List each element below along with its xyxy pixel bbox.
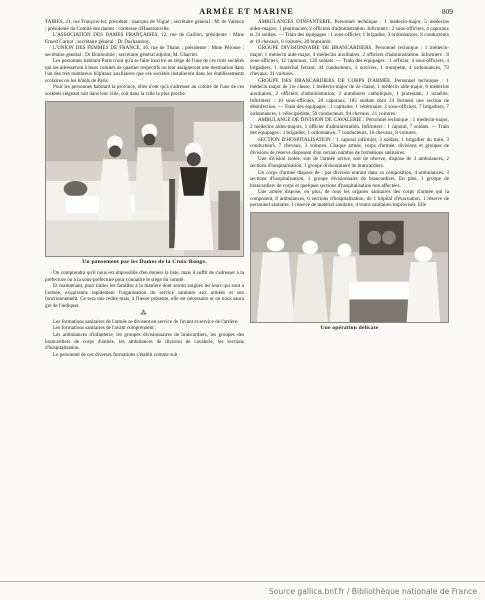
- page-header-title: ARMÉE ET MARINE: [199, 7, 294, 16]
- right-column: [250, 19, 449, 336]
- paragraph: L'ASSOCIATION DES DAMES FRANÇAISES, 12, rue de Gaillon, présidente : Mme Ernest Carnot ; secrétaire général : Dr Duchaussoy.: [45, 32, 244, 45]
- paragraph: Les formations sanitaires de l'avant comprennent :: [53, 325, 157, 332]
- paragraph: On comprendra qu'il nous est impossible d'en donner la liste, mais il suffit de s'adresser à la préfecture ou à la sous-préfecture pour connaître le siège du comité.: [45, 270, 244, 283]
- page-number: 809: [441, 7, 453, 16]
- photo-caption: Un pansement par les Dames de la Croix-Rouge.: [82, 258, 207, 265]
- paragraph: GROUPE DES BRANCARDIERS DE CORPS D'ARMÉE. Personnel technique : 1 médecin major de 1re classe, 1 médecin-major de 2e classe, 1 médecin aide-major, 6 médecins auxiliaires, 2 officiers d'administration, 2 aumôniers catholiques, 1 protestant, 1 israélite. Infirmiers : 10 sous-officiers, 20 caporaux, 185 soldats dont 24 forment une section de désinfection. — Train des équipages : 1 capitaine, 1 vétérinaire, 2 sous-officiers, 7 brigadiers, 7 ordonnances, 1 vélocipédiste, 56 conducteurs, 94 chevaux, 21 voitures.: [250, 77, 449, 117]
- paragraph: Les personnes habitant Paris n'ont qu'à se faire inscrire au siège de l'une de ces trois sociétés qui les adresseront à leurs comités de quartier respectifs ou leur assigneront une destination dans l'un des très nombreux hôpitaux auxiliaires que ces sociétés installeront dans les établissements scolaires ou les hôtels de Paris.: [45, 58, 244, 84]
- page-header: [40, 6, 453, 20]
- paragraph: Un corps d'armée dispose de : par division entrant dans sa composition, 4 ambulances, 3 sections d'hospitalisation, 1 groupe divisionnaire de brancardiers. En plus, 1 groupe de brancardiers de corps et quelques sections d'hospitalisation non affectées.: [250, 169, 449, 189]
- photo-illustration: [251, 213, 448, 322]
- paragraph: TAIRES, 21, rue François-Ier, président : marquis de Vogué ; secrétaire général : M. de Valence ; présidente du Comité des dames : comtesse d'Haussonville.: [45, 19, 244, 32]
- paragraph: AMBULANCES D'INFANTERIE. Personnel technique : 1 médecin-major, 5 médecins aides-majors, 1 pharmacien, 2 officiers d'administration. Infirmiers : 2 sous-officiers, 4 caporaux et 24 soldats. — Train des équipages : 1 sous-officier, 1 brigadier, 3 ordonnances, 8 conducteurs et 19 chevaux, 6 voitures, 20 brancards.: [250, 19, 449, 45]
- paragraph: Les formations sanitaires de l'armée se divisent en service de l'avant et service de l'arrière.: [53, 318, 239, 325]
- paragraph: SECTION D'HOSPITALISATION : 1 caporal infirmier, 3 soldats, 1 brigadier du train, 3 conducteurs, 7 chevaux, 3 voitures. Chaque armée, corps d'armée, divisions et groupes de divisions de réserve disposent d'un certain nombre de formations sanitaires.: [250, 136, 449, 156]
- photo-caption: Une opération délicate: [320, 324, 379, 331]
- paragraph: Une armée dispose, en plus, de tous les organes sanitaires des corps d'armée qui la composent, 8 ambulances, 6 sections d'hospitalisation, de 1 hôpital d'évacuation, 1 réserve de personnel sanitaire, 1 réserve de matériel sanitaire, 4 trains sanitaires improvisés. Elle: [250, 189, 449, 209]
- paragraph: Pour les personnes habitant la province, elles n'ont qu'à s'adresser au comité de l'une de ces sociétés siégeant soit dans leur ville, soit dans la ville la plus proche.: [45, 84, 244, 98]
- paragraph: L'UNION DES FEMMES DE FRANCE, 16, rue de Thann ; présidente : Mme Pérouse ; secrétaire général : Dr Bouloumié ; secrétaire général adjoint, M. Charrier.: [45, 45, 244, 58]
- left-column: [45, 19, 244, 358]
- source-credit: Source gallica.bnf.fr / Bibliothèque nationale de France: [268, 587, 477, 596]
- paragraph: GROUPE DIVISIONNAIRE DE BRANCARDIERS. Personnel technique : 1 médecin-major, 1 médecin aide-major, 4 médecins auxiliaires, 2 officiers d'administration. Infirmiers : 8 sous-officiers, 12 caporaux, 120 soldats. — Train des équipages : 1 officier, 4 sous-officiers, 4 brigadiers, 1 maréchal ferrant, 44 conducteurs, 3 ouvriers, 1 trompette, 4 ordonnances, 73 chevaux, 21 voitures.: [250, 45, 449, 78]
- paragraph: Une division isolée, soit de l'armée active, soit de réserve, dispose de 3 ambulances, 2 sections d'hospitalisation, 1 groupe divisionnaire de brancardiers.: [250, 156, 449, 170]
- photo-red-cross-dressing: [45, 101, 244, 257]
- section-divider: ⁂: [140, 311, 149, 318]
- photo-operation: [250, 212, 449, 323]
- paragraph: AMBULANCE DE DIVISION DE CAVALERIE : Personnel technique : 1 médecin-major, 2 médecins aides-majors, 1 officier d'administration. Infirmiers : 1 caporal, 7 soldats. — Train des équipages : 1 brigadier, 1 ordonnance, 7 conducteurs, 16 chevaux, 8 voitures.: [250, 117, 449, 137]
- paragraph: Et maintenant, pour initier les familles à la manière dont seront soignés les leurs qui sont à l'armée, exquissons rapidement l'organisation du service sanitaire aux armées et son fonctionnement. Ce sera une redite mais, à l'heure présente, elle est nécessaire et on nous saura gré de l'indiquer.: [45, 283, 244, 309]
- footer-divider: [0, 581, 485, 582]
- paragraph: Le personnel de ces diverses formations s'établit comme suit :: [53, 351, 181, 358]
- photo-illustration: [46, 102, 243, 256]
- paragraph: Les ambulances d'infanterie, les groupes divisionnaires de brancardiers, les groupes des brancardiers de corps d'armée, les ambulances de division de cavalerie, les sections d'hospitalisation.: [45, 332, 244, 352]
